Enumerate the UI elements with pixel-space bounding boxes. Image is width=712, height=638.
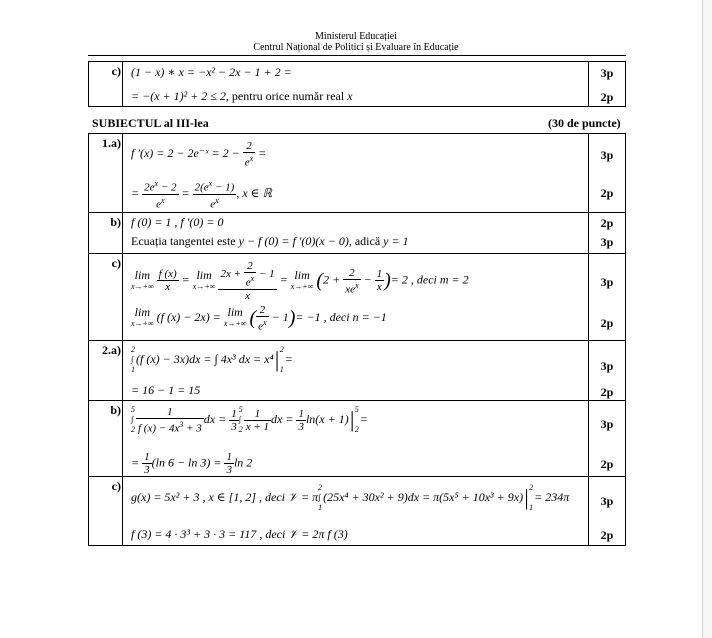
row-1a bbox=[89, 134, 625, 212]
fraction: $\frac{2}{e^x}$ bbox=[244, 140, 254, 169]
limit: lim x→+∞ bbox=[131, 267, 154, 291]
fraction: $\frac{1}{x}$ bbox=[376, 268, 383, 294]
row-2a bbox=[89, 340, 625, 401]
points-value: 2p bbox=[600, 216, 614, 230]
row-1b-line2 bbox=[131, 234, 409, 249]
points-value: 2p bbox=[600, 90, 614, 104]
row-2a-line2: = 16 − 1 = 15 bbox=[131, 383, 201, 397]
row-1c-result: = −1 , deci n = −1 bbox=[295, 310, 387, 325]
row-label-cell bbox=[89, 401, 123, 477]
row-label-cell bbox=[89, 477, 123, 546]
row-2c-line1: g(x) = 5x² + 3 , x ∈ [1, 2] , deci 𝒱 = π2 ∫ 1(25x⁴ + 30x² + 9)dx = π(5x⁵ + 10x³ + 9x)|2 1= 234π bbox=[131, 483, 570, 512]
fraction: $\frac{2}{e^x}$ bbox=[258, 304, 267, 333]
points-value: 3p bbox=[600, 235, 614, 249]
subject-title: SUBIECTUL al III-lea bbox=[92, 116, 209, 130]
limit: lim x→+∞ bbox=[131, 305, 154, 329]
row-2b-line2: = $\frac{1}{3}$ (ln 6 − ln 3) = $\frac{1}{3}$ ln 2 bbox=[131, 451, 253, 476]
top-row-label: c) bbox=[111, 64, 121, 78]
row-2a-line1: 2 ∫ 1(f (x) − 3x)dx = ∫ 4x³ dx = x⁴|2 1= bbox=[131, 345, 293, 374]
row-label-cell bbox=[89, 341, 123, 401]
limit: lim x→+∞ bbox=[192, 267, 216, 291]
header-center: Centrul Național de Politici și Evaluare în Educație bbox=[253, 42, 459, 53]
points-cell bbox=[588, 401, 625, 477]
row-2c-integral: (25x⁴ + 30x² + 9)dx = π(5x⁵ + 10x³ + 9x) bbox=[323, 489, 524, 504]
limit: lim x→+∞ bbox=[290, 267, 314, 291]
top-row-line1: (1 − x) ∗ x = −x² − 2x − 1 + 2 = bbox=[131, 65, 292, 79]
row-2c-expr: g(x) = 5x² + 3 , x ∈ [1, 2] , deci 𝒱 = π bbox=[131, 489, 319, 504]
points-value: 3p bbox=[600, 359, 614, 373]
row-label: c) bbox=[111, 479, 121, 493]
fraction: $\frac{2e^x - 2}{e^x}$ bbox=[144, 179, 177, 211]
points-value: 3p bbox=[600, 66, 614, 80]
row-label-cell bbox=[89, 254, 123, 340]
row-label: c) bbox=[111, 256, 121, 270]
points-value: 3p bbox=[600, 275, 614, 289]
points-value: 3p bbox=[600, 148, 614, 162]
fraction: 2x + $\frac{2}{e^x}$ − 1 x bbox=[220, 260, 275, 302]
row-2c bbox=[89, 476, 625, 546]
points-cell bbox=[588, 341, 625, 401]
fraction: $\frac{1}{3}$ bbox=[298, 407, 304, 433]
row-1b-result: y = 1 bbox=[383, 234, 409, 248]
header-rule bbox=[88, 55, 626, 56]
fraction: $\frac{2(e^x - 1)}{e^x}$ bbox=[194, 179, 235, 211]
top-row-line2-text: , pentru orice număr real bbox=[225, 89, 348, 103]
row-1a-tail: , x ∈ ℝ bbox=[236, 185, 273, 200]
row-2b-line1: 5 ∫ 2 $\frac{1}{f (x) - 4x^3 + 3}$ dx = $\frac{1}{3}$ 5 ∫ 2 $\frac{1}{x + 1}$ dx = $\frac{1}{3}$ ln(x + 1)|5 2= bbox=[131, 405, 368, 435]
points-value: 2p bbox=[600, 528, 614, 542]
row-2b-expr: (ln 6 − ln 3) = bbox=[151, 455, 222, 470]
row-1c bbox=[89, 253, 625, 340]
fraction: $\frac{1}{3}$ bbox=[226, 451, 232, 476]
fraction: $\frac{1}{3}$ bbox=[144, 451, 150, 476]
row-2c-result: = 234π bbox=[534, 489, 570, 504]
points-value: 2p bbox=[600, 457, 614, 471]
top-row bbox=[89, 62, 625, 106]
row-label: 2.a) bbox=[102, 343, 121, 357]
fraction: $\frac{2}{xe^x}$ bbox=[345, 266, 359, 296]
row-1c-result: = 2 , deci m = 2 bbox=[390, 272, 469, 287]
points-value: 2p bbox=[600, 316, 614, 330]
row-label: 1.a) bbox=[102, 136, 121, 150]
row-1b bbox=[89, 212, 625, 253]
row-1b-line1: f (0) = 1 , f ′(0) = 0 bbox=[131, 215, 224, 229]
row-1a-expr: f ′(x) = 2 − 2e⁻ˣ = 2 − bbox=[131, 146, 240, 161]
points-cell bbox=[588, 477, 625, 546]
row-1c-line1: lim x→+∞ $\frac{f (x)}{x}$ = lim x→+∞ 2x + $\frac{2}{e^x}$ − 1 x = lim x→+∞ (2 + $\frac{2}{xe^x}$ − $\frac{1}{x}$ )= 2 , deci m = 2 bbox=[131, 260, 469, 302]
points-value: 3p bbox=[600, 494, 614, 508]
row-2b-result: ln 2 bbox=[233, 455, 253, 470]
points-value: 2p bbox=[600, 385, 614, 399]
row-1a-line1: f ′(x) = 2 − 2e⁻ˣ = 2 − $\frac{2}{e^x}$ = bbox=[131, 140, 267, 169]
row-1a-line2: = $\frac{2e^x - 2}{e^x}$ = $\frac{2(e^x - 1)}{e^x}$ , x ∈ ℝ bbox=[131, 179, 273, 211]
points-value: 3p bbox=[600, 417, 614, 431]
top-row-line2-var: x bbox=[347, 89, 353, 103]
row-label: b) bbox=[110, 403, 121, 417]
fraction: $\frac{1}{f (x) - 4x^3 + 3}$ bbox=[138, 405, 202, 435]
row-label: b) bbox=[110, 215, 121, 229]
points-cell bbox=[588, 134, 625, 212]
points-cell bbox=[588, 254, 625, 340]
top-row-line2-expr: = −(x + 1)² + 2 ≤ 2 bbox=[131, 89, 226, 103]
row-1b-text: , adică bbox=[348, 234, 384, 248]
row-2c-line2: f (3) = 4 · 3³ + 3 · 3 = 117 , deci 𝒱 = 2π f (3) bbox=[131, 527, 348, 541]
row-2b bbox=[89, 400, 625, 477]
limit: lim x→+∞ bbox=[223, 305, 247, 329]
row-label-cell bbox=[89, 134, 123, 212]
subject-points: (30 de puncte) bbox=[548, 116, 621, 130]
fraction: $\frac{1}{3}$ bbox=[231, 407, 237, 433]
top-row-line2 bbox=[131, 89, 353, 104]
fraction: $\frac{f (x)}{x}$ bbox=[158, 268, 177, 294]
row-2a-integral: (f (x) − 3x)dx = ∫ 4x³ dx = x⁴ bbox=[136, 351, 274, 366]
header-ministry: Ministerul Educației bbox=[315, 31, 397, 42]
top-row-label-cell bbox=[89, 62, 123, 106]
points-cell bbox=[588, 213, 625, 253]
top-row-points-cell bbox=[588, 62, 625, 106]
row-label-cell bbox=[89, 213, 123, 253]
top-table bbox=[88, 61, 626, 107]
points-value: 2p bbox=[600, 186, 614, 200]
row-1b-text: Ecuația tangentei este bbox=[131, 234, 239, 248]
row-1c-line2: lim x→+∞ (f (x) − 2x) = lim x→+∞ ( $\frac{2}{e^x}$ − 1)= −1 , deci n = −1 bbox=[131, 304, 387, 333]
main-table bbox=[88, 133, 626, 546]
fraction: $\frac{1}{x + 1}$ bbox=[245, 407, 270, 433]
row-1b-equation: y − f (0) = f ′(0)(x − 0) bbox=[238, 234, 349, 248]
